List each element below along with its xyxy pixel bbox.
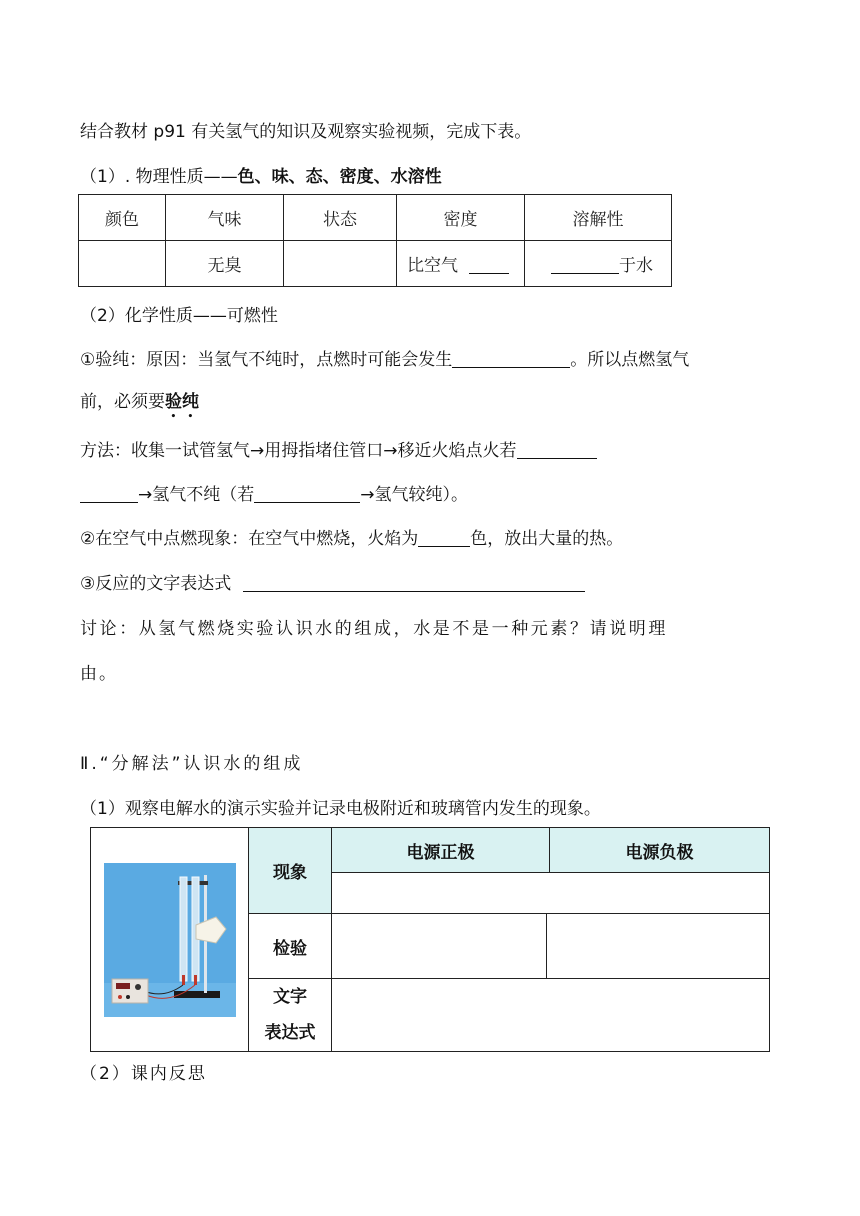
photo-cell <box>91 828 249 1052</box>
burn-text-b: 色，放出大量的热。 <box>470 529 624 549</box>
solubility-blank[interactable] <box>551 272 619 274</box>
physical-keywords: 色、味、态、密度、水溶性 <box>237 167 442 187</box>
method-blank-2[interactable] <box>80 501 138 503</box>
row-label-equation-2: 表达式 <box>264 1023 316 1043</box>
density-prefix: 比空气 <box>407 256 458 276</box>
cell-density <box>397 241 525 287</box>
verify-line-1 <box>80 345 689 370</box>
verify-blank[interactable] <box>452 366 570 368</box>
verify-text-a: ①验纯：原因：当氢气不纯时，点燃时可能会发生 <box>80 350 453 370</box>
burn-blank[interactable] <box>418 545 470 547</box>
discussion-line-1: 讨论：从氢气燃烧实验认识水的组成，水是不是一种元素？请说明理 <box>80 619 668 639</box>
method-text-c: →氢气较纯）。 <box>360 485 468 505</box>
power-supply <box>112 979 148 1003</box>
physical-prefix: （1）. 物理性质—— <box>80 167 238 187</box>
method-text-a: 方法：收集一试管氢气→用拇指堵住管口→移近火焰点火若 <box>80 441 517 461</box>
electrolysis-apparatus-image <box>104 863 236 1017</box>
physical-heading <box>80 162 442 187</box>
reflection-heading: （2）课内反思 <box>80 1064 207 1084</box>
header-solubility: 溶解性 <box>525 195 672 241</box>
cell-state[interactable] <box>284 241 397 287</box>
discussion-line-2: 由。 <box>80 664 118 684</box>
equation-line <box>80 569 585 594</box>
equation-cell[interactable] <box>332 979 770 1052</box>
stand-base <box>174 991 220 998</box>
cell-color[interactable] <box>79 241 166 287</box>
method-text-b: →氢气不纯（若 <box>138 485 255 505</box>
verify-line-2 <box>80 387 199 422</box>
intro-text: 结合教材 p91 有关氢气的知识及观察实验视频，完成下表。 <box>80 122 532 142</box>
header-state: 状态 <box>284 195 397 241</box>
row-label-test: 检验 <box>249 914 332 979</box>
burn-line <box>80 524 623 549</box>
row-label-phenomenon: 现象 <box>249 828 332 914</box>
solubility-suffix: 于水 <box>619 256 653 276</box>
method-blank-1[interactable] <box>517 457 597 459</box>
header-color: 颜色 <box>79 195 166 241</box>
equation-label: ③反应的文字表达式 <box>80 574 232 594</box>
row-label-equation <box>249 979 332 1052</box>
burn-text-a: ②在空气中点燃现象：在空气中燃烧，火焰为 <box>80 529 419 549</box>
header-positive: 电源正极 <box>332 828 550 873</box>
chemical-heading: （2）化学性质——可燃性 <box>80 306 278 326</box>
test-positive-cell[interactable] <box>332 914 547 979</box>
test-negative-cell[interactable] <box>547 914 770 979</box>
verify-text-c: 前，必须要 <box>80 392 165 412</box>
equation-blank[interactable] <box>243 590 585 592</box>
glass-tube-left <box>180 877 187 981</box>
header-density: 密度 <box>397 195 525 241</box>
electrolysis-table <box>90 827 770 1052</box>
cell-solubility <box>525 241 672 287</box>
phenomenon-cell[interactable] <box>332 873 770 914</box>
header-negative: 电源负极 <box>550 828 770 873</box>
row-label-equation-1: 文字 <box>273 987 307 1007</box>
observe-text: （1）观察电解水的演示实验并记录电极附近和玻璃管内发生的现象。 <box>80 799 601 819</box>
verify-emphasis: 验纯 <box>165 392 199 412</box>
method-line-2 <box>80 480 468 505</box>
method-blank-3[interactable] <box>254 501 360 503</box>
section2-title: Ⅱ.“分解法”认识水的组成 <box>80 754 304 774</box>
physical-table <box>78 194 672 287</box>
verify-text-b: 。所以点燃氢气 <box>570 350 690 370</box>
method-line-1 <box>80 436 597 461</box>
header-smell: 气味 <box>166 195 284 241</box>
density-blank[interactable] <box>469 272 509 274</box>
cell-smell: 无臭 <box>166 241 284 287</box>
